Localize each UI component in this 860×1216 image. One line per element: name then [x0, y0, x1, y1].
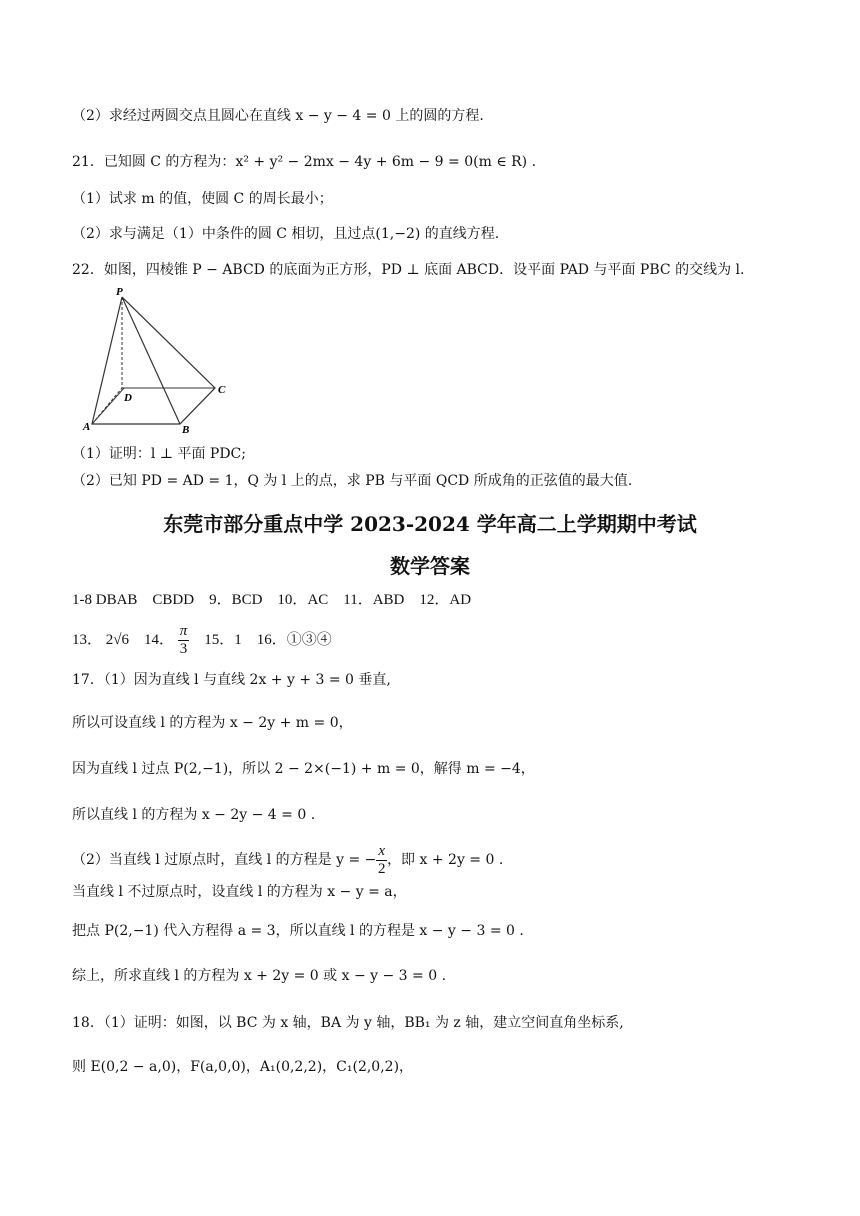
sol17-numerator: x: [378, 842, 386, 859]
q22-stem: 22．如图，四棱锥 P − ABCD 的底面为正方形，PD ⊥ 底面 ABCD．设平面 PAD 与平面 PBC 的交线为 l.: [72, 262, 745, 278]
answer-subtitle: 数学答案: [390, 554, 470, 578]
sol17-line1: 17．（1）因为直线 l 与直线 2x + y + 3 = 0 垂直,: [72, 672, 391, 688]
label-A: A: [83, 421, 91, 433]
label-C: C: [218, 384, 226, 396]
sol18-line1: 18．（1）证明：如图，以 BC 为 x 轴，BA 为 y 轴，BB₁ 为 z 轴，建立空间直角坐标系,: [72, 1015, 624, 1031]
a14-numerator: π: [179, 623, 188, 640]
a14-label: 14．: [144, 632, 175, 648]
label-P: P: [116, 286, 123, 298]
q21-stem: 21．已知圆 C 的方程为：x² + y² − 2mx − 4y + 6m − 9 = 0(m ∈ R) .: [72, 154, 537, 170]
sol17-line4: 所以直线 l 的方程为 x − 2y − 4 = 0 .: [72, 807, 316, 823]
answers-row2: [72, 620, 332, 660]
label-B: B: [182, 424, 190, 436]
a13-label: 13．: [72, 632, 103, 648]
sol18-line2: 则 E(0,2 − a,0)，F(a,0,0)，A₁(0,2,2)，C₁(2,0,2)，: [72, 1059, 414, 1075]
a14-denominator: 3: [179, 641, 188, 658]
answers-row1: 1-8 DBAB CBDD 9．BCD 10．AC 11．ABD 12．AD: [72, 592, 472, 608]
a13-value: 2√6: [105, 632, 129, 648]
sol17-line5-post: ，即 x + 2y = 0 .: [387, 852, 504, 868]
sol17-line5: [72, 840, 503, 880]
sol17-line6: 当直线 l 不过原点时，设直线 l 的方程为 x − y = a，: [72, 884, 407, 900]
sol17-line7: 把点 P(2,−1) 代入方程得 a = 3，所以直线 l 的方程是 x − y − 3 = 0 .: [72, 923, 524, 939]
a15: 15．1: [204, 632, 242, 648]
sol17-denominator: 2: [377, 860, 386, 877]
a16: 16．①③④: [256, 632, 332, 648]
q22-part1: （1）证明：l ⊥ 平面 PDC;: [72, 446, 246, 462]
pyramid-figure: [78, 284, 238, 436]
sol17-line8: 综上，所求直线 l 的方程为 x + 2y = 0 或 x − y − 3 = 0 .: [72, 968, 447, 984]
label-D: D: [124, 392, 132, 404]
a14-fraction: [178, 623, 190, 658]
answer-title: 东莞市部分重点中学 2023-2024 学年高二上学期期中考试: [163, 512, 697, 536]
q22-part2: （2）已知 PD = AD = 1，Q 为 l 上的点，求 PB 与平面 QCD 所成角的正弦值的最大值.: [72, 473, 633, 489]
sol17-fraction: [376, 843, 387, 878]
q21-part1: （1）试求 m 的值，使圆 C 的周长最小；: [72, 191, 333, 207]
sol17-line5-pre: （2）当直线 l 过原点时，直线 l 的方程是 y = −: [72, 852, 377, 868]
q20-part2: （2）求经过两圆交点且圆心在直线 x − y − 4 = 0 上的圆的方程.: [72, 108, 484, 124]
sol17-line2: 所以可设直线 l 的方程为 x − 2y + m = 0，: [72, 715, 353, 731]
q21-part2: （2）求与满足（1）中条件的圆 C 相切，且过点(1,−2) 的直线方程.: [72, 226, 500, 242]
sol17-line3: 因为直线 l 过点 P(2,−1)，所以 2 − 2×(−1) + m = 0，解得 m = −4，: [72, 761, 535, 777]
